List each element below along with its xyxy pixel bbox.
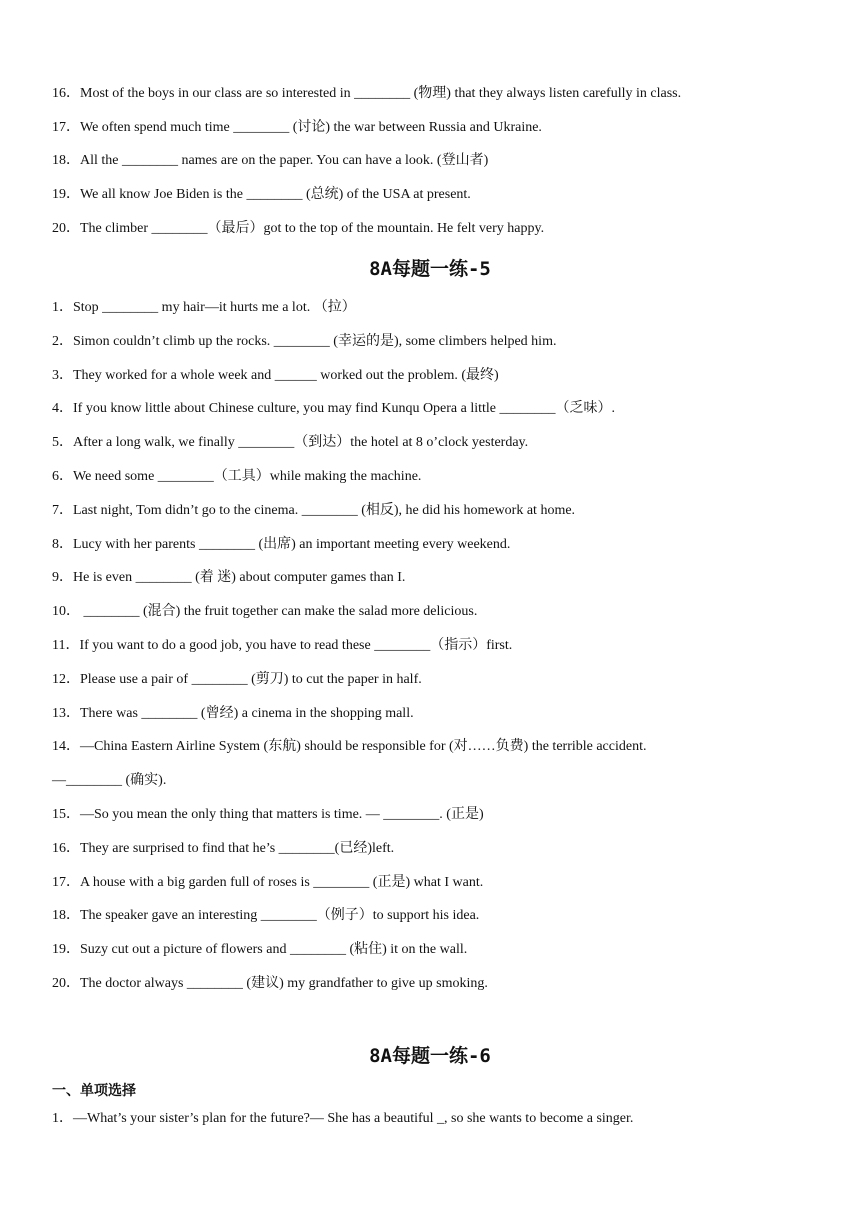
section-title-5: 8A每题一练-5 <box>369 258 491 280</box>
exercise-line: 9．He is even ________ (着 迷) about computer games than I. <box>52 570 406 585</box>
exercise-line: 13．There was ________ (曾经) a cinema in the shopping mall. <box>52 706 414 721</box>
exercise-line: 20．The climber ________（最后）got to the top of the mountain. He felt very happy. <box>52 221 545 236</box>
exercise-line: 5．After a long walk, we finally ________（到达）the hotel at 8 o’clock yesterday. <box>52 435 529 450</box>
exercise-line: 1．Stop ________ my hair—it hurts me a lot. （拉） <box>52 300 356 315</box>
exercise-line: 14．—China Eastern Airline System (东航) should be responsible for (对……负费) the terrible accident. <box>52 739 647 754</box>
exercise-line: 17．We often spend much time ________ (讨论) the war between Russia and Ukraine. <box>52 120 542 135</box>
exercise-line: 20．The doctor always ________ (建议) my grandfather to give up smoking. <box>52 976 488 991</box>
exercise-line: 15．—So you mean the only thing that matters is time. — ________. (正是) <box>52 807 484 822</box>
exercise-line: 10． ________ (混合) the fruit together can make the salad more delicious. <box>52 604 478 619</box>
exercise-line: 11．If you want to do a good job, you have to read these ________（指示）first. <box>52 638 513 653</box>
exercise-line: 7．Last night, Tom didn’t go to the cinema. ________ (相反), he did his homework at home. <box>52 503 576 518</box>
exercise-line: 16．They are surprised to find that he’s ________(已经)left. <box>52 841 395 856</box>
exercise-line: 18．All the ________ names are on the paper. You can have a look. (登山者) <box>52 153 489 168</box>
exercise-line: 17．A house with a big garden full of roses is ________ (正是) what I want. <box>52 875 484 890</box>
exercise-line: 8．Lucy with her parents ________ (出席) an important meeting every weekend. <box>52 537 511 552</box>
exercise-line: 16．Most of the boys in our class are so interested in ________ (物理) that they always listen carefully in class. <box>52 86 682 101</box>
section-title-6: 8A每题一练-6 <box>369 1045 491 1067</box>
exercise-line: 6．We need some ________（工具）while making the machine. <box>52 469 422 484</box>
exercise-line: 12．Please use a pair of ________ (剪刀) to cut the paper in half. <box>52 672 422 687</box>
exercise-line: 2．Simon couldn’t climb up the rocks. ________ (幸运的是), some climbers helped him. <box>52 334 557 349</box>
exercise-line: —________ (确实). <box>52 773 167 788</box>
exercise-line: 1．—What’s your sister’s plan for the future?— She has a beautiful _, so she wants to become a singer. <box>52 1111 634 1126</box>
section-heading: 一、单项选择 <box>52 1083 136 1099</box>
exercise-line: 18．The speaker gave an interesting ________（例子）to support his idea. <box>52 908 480 923</box>
exercise-line: 19．Suzy cut out a picture of flowers and ________ (粘住) it on the wall. <box>52 942 468 957</box>
exercise-line: 19．We all know Joe Biden is the ________ (总统) of the USA at present. <box>52 187 471 202</box>
exercise-line: 4．If you know little about Chinese culture, you may find Kunqu Opera a little ________（乏味）. <box>52 401 616 416</box>
exercise-line: 3．They worked for a whole week and ______ worked out the problem. (最终) <box>52 368 499 383</box>
